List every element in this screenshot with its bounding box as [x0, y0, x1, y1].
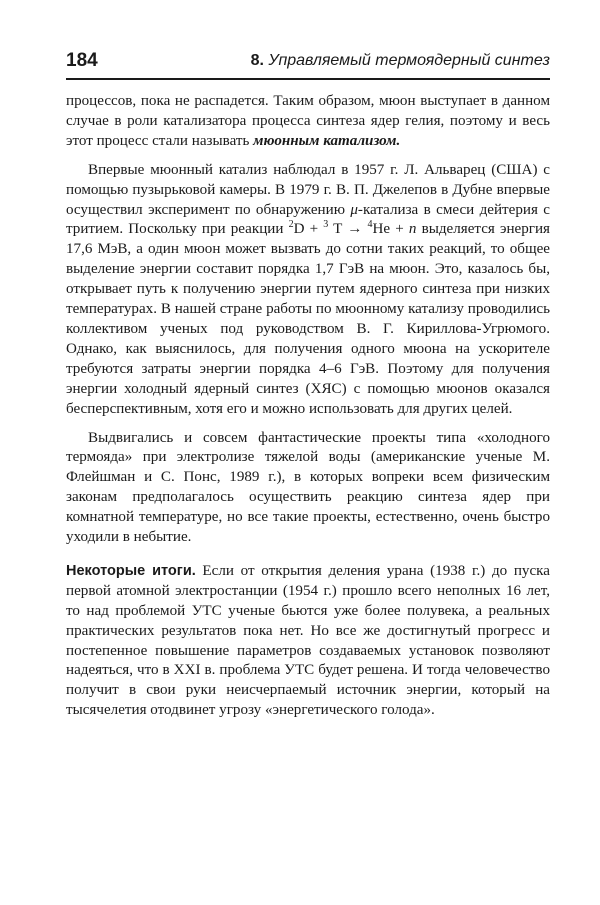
reaction-equation [289, 221, 417, 237]
neutron-symbol: n [408, 221, 417, 238]
paragraph-2-text-a: Впервые мюонный катализ наблюдал в 1957 г. Л. Альварец (США) с помощью пузырьковой камеры. В 1979 г. В. П. Джелепов в Дубне впервые осуществил эксперимент по обнаружению [66, 161, 550, 218]
paragraph-4 [66, 562, 550, 721]
mu-symbol: μ [350, 201, 358, 218]
page-body [66, 92, 550, 721]
run-in-heading: Некоторые итоги. [66, 562, 196, 579]
page-number: 184 [66, 50, 98, 71]
paragraph-3: Выдвигались и совсем фантастические проекты типа «холодного термояда» при электролизе тяжелой воды (американские ученые М. Флейшман и С. Понс, 1989 г.), в которых вопреки всем физическим законам предполагалось осуществить реакцию синтеза ядер при комнатной температуре, но все такие проекты, естественно, очень быстро уходили в небытие. [66, 429, 550, 546]
paragraph-2-text-c: выделяется энергия 17,6 МэВ, а один мюон может вызвать до сотни таких реакций, то общее выделение энергии составит порядка 1,7 ГэВ на мюон. Это, казалось бы, открывает путь к получению энергии путем ядерного синтеза при низких температурах. В нашей стране работы по мюонному катализу проводились коллективом ученых под руководством В. Г. Кириллова-Угрюмого. Однако, как выяснилось, для получения одного мюона на ускорителе требуются затраты энергии порядка 4–6 ГэВ. Поэтому для получения энергии холодный ядерный синтез (ХЯС) с помощью мюонов оказался бесперспективным, хотя его и можно использовать для других целей. [66, 221, 550, 417]
chapter-number: 8. [250, 52, 264, 69]
paragraph-1 [66, 92, 550, 152]
tritium-term: T → [328, 221, 368, 238]
deuterium-mass-number: 2 [288, 219, 294, 231]
paragraph-2 [66, 161, 550, 420]
chapter-title [251, 52, 550, 70]
running-header [66, 44, 550, 80]
paragraph-4-text: Если от открытия деления урана (1938 г.) до пуска первой атомной электростанции (1954 г.) прошло всего неполных 16 лет, то над проблемой УТС ученые бьются уже более полувека, а реальных практических результатов пока нет. Но все же достигнутый прогресс и постепенное повышение параметров создаваемых установок позволяют надеяться, что в XXI в. проблема УТС будет решена. И тогда человечество получит в свои руки неисчерпаемый источник энергии, который на тысячелетия отодвинет угрозу «энергетического голода». [66, 562, 550, 719]
helium-term: He + [372, 221, 409, 238]
paragraph-2-text-b: -катализа в смеси дейтерия с тритием. Поскольку при реакции [66, 201, 550, 238]
chapter-title-text: Управляемый термоядерный синтез [268, 52, 550, 69]
helium-mass-number: 4 [367, 219, 373, 231]
paragraph-1-text: процессов, пока не распадется. Таким образом, мюон выступает в данном случае в роли катализатора процесса синтеза ядер гелия, поэтому и весь этот процесс стали называть [66, 93, 550, 149]
tritium-mass-number: 3 [323, 219, 329, 231]
deuterium-term: D + [293, 221, 324, 238]
muon-catalysis-term: мюонным катализом. [253, 132, 401, 149]
